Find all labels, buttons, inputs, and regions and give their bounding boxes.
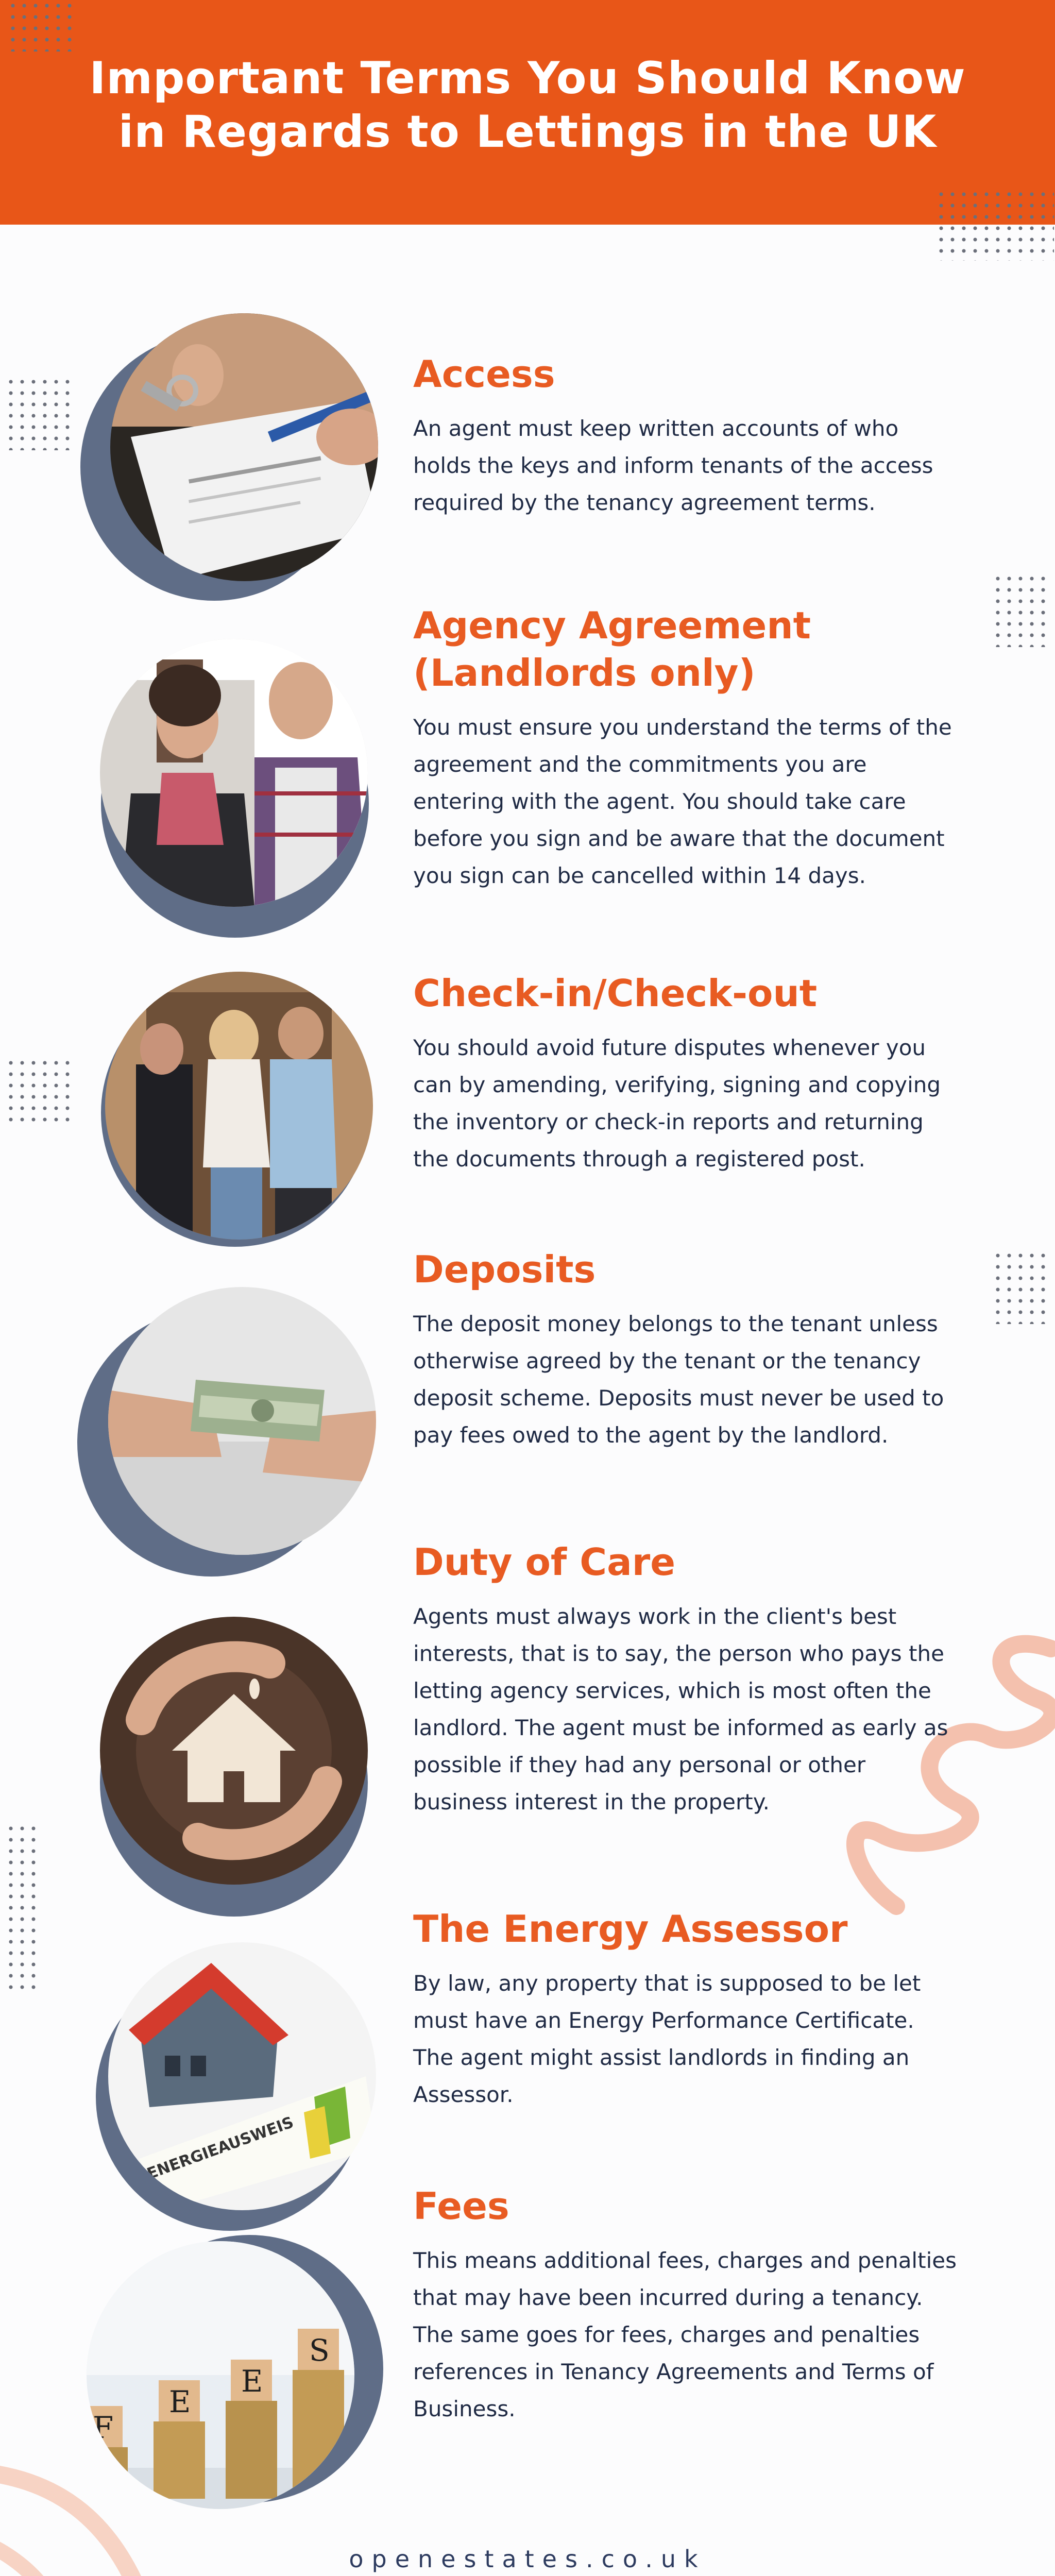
header-dots-decoration	[7, 0, 75, 52]
side-dots-decoration	[5, 376, 73, 450]
agency-photo-group	[96, 639, 405, 948]
section-agency-agreement	[413, 602, 959, 894]
section-body: Agents must always work in the client's best interests, that is to say, the person who pays the letting agency services, which is most often the landlord. The agent must be informed as early as possible if they had any personal or other business interest in the property.	[413, 1604, 948, 1815]
fees-letter-e: E	[241, 2364, 263, 2399]
section-deposits	[413, 1246, 959, 1454]
section-body: By law, any property that is supposed to be let must have an Energy Performance Certificate. The agent might assist landlords in finding an Assessor.	[413, 1971, 921, 2107]
side-dots-decoration	[992, 573, 1049, 647]
section-fees	[413, 2182, 959, 2428]
page-title: Important Terms You Should Know in Regards to Lettings in the UK	[89, 53, 966, 158]
deposits-photo-group	[77, 1283, 386, 1592]
header-bottom-dots-decoration	[935, 189, 1054, 261]
section-body: The deposit money belongs to the tenant unless otherwise agreed by the tenant or the tenancy deposit scheme. Deposits must never be used to pay fees owed to the agent by the landlord.	[413, 1311, 944, 1448]
energy-label-text: ENERGIEAUSWEIS	[144, 2113, 296, 2183]
section-title: Check-in/Check-out	[413, 972, 818, 1015]
checkin-photo-group	[96, 969, 405, 1278]
section-check-in-out	[413, 970, 959, 1178]
section-duty-of-care	[413, 1538, 959, 1821]
duty-photo-group	[96, 1613, 405, 1922]
keys-and-contract-image	[110, 313, 378, 581]
energy-photo-group	[96, 1942, 405, 2251]
section-title: The Energy Assessor	[413, 1907, 848, 1951]
section-access	[413, 350, 959, 521]
section-title: Duty of Care	[413, 1540, 676, 1584]
couple-at-doorway-image	[105, 972, 373, 1240]
header-banner	[0, 0, 1055, 225]
fees-letter-f: F	[93, 2410, 114, 2445]
hands-around-house-image	[100, 1617, 368, 1885]
side-dots-decoration	[5, 1057, 73, 1126]
money-handover-image	[108, 1287, 376, 1555]
section-title: Agency Agreement (Landlords only)	[413, 604, 811, 694]
fees-coin-stacks-image	[87, 2241, 354, 2509]
section-body: You must ensure you understand the terms of the agreement and the commitments you are entering with the agent. You should take care before you sign and be aware that the document you sign can be cancelled within 14 days.	[413, 715, 952, 888]
access-photo-group	[77, 309, 386, 618]
handing-over-keys-image	[100, 639, 368, 907]
side-dots-decoration	[5, 1823, 39, 1993]
footer-website-url: openestates.co.uk	[349, 2545, 706, 2573]
section-energy-assessor	[413, 1905, 959, 2113]
side-dots-decoration	[992, 1250, 1049, 1324]
section-title: Deposits	[413, 1248, 596, 1291]
section-body: You should avoid future disputes whenever you can by amending, verifying, signing and copying the inventory or check-in reports and returning the documents through a registered post.	[413, 1035, 941, 1172]
fees-photo-group	[87, 2231, 396, 2540]
section-title: Fees	[413, 2184, 509, 2228]
section-body: An agent must keep written accounts of who holds the keys and inform tenants of the access required by the tenancy agreement terms.	[413, 416, 933, 515]
fees-letter-e: E	[169, 2384, 191, 2419]
section-title: Access	[413, 352, 555, 396]
energy-certificate-image	[108, 1942, 376, 2210]
fees-letter-s: S	[309, 2333, 330, 2368]
section-body: This means additional fees, charges and penalties that may have been incurred during a tenancy. The same goes for fees, charges and penalties references in Tenancy Agreements and Terms of Business.	[413, 2248, 957, 2421]
